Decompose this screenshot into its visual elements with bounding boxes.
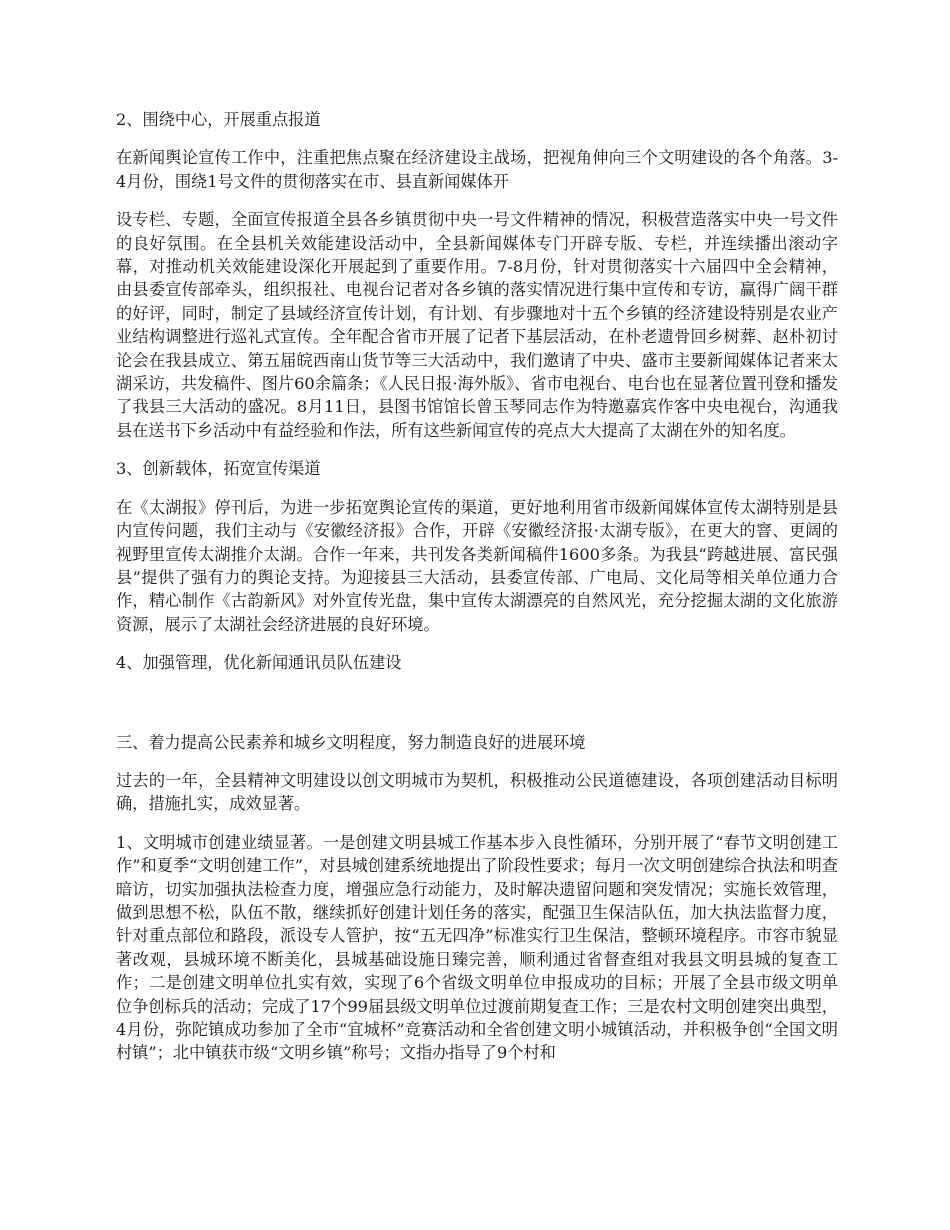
document-page — [116, 108, 838, 1065]
section-heading-3: 3、创新载体，拓宽宣传渠道 — [116, 459, 321, 479]
section-heading-2: 2、围绕中心，开展重点报道 — [116, 110, 321, 129]
chapter-heading-3: 三、着力提高公民素养和城乡文明程度，努力制造良好的进展环境 — [116, 732, 586, 752]
paragraph-focus-reporting-body: 设专栏、专题，全面宣传报道全县各乡镇贯彻中央一号文件精神的情况，积极营造落实中央一号文件的良好氛围。在全县机关效能建设活动中，全县新闻媒体专门开辟专版、专栏，并连续播出滚动字幕，对推动机关效能建设深化开展起到了重要作用。7-8月份，针对贯彻落实十六届四中全会精神，由县委宣传部牵头，组织报社、电视台记者对各乡镇的落实情况进行集中宣传和专访，赢得广阔干群的好评，同时，制定了县域经济宣传计划，有计划、有步骤地对十五个乡镇的经济建设特别是农业产业结构调整进行巡礼式宣传。全年配合省市开展了记者下基层活动，在朴老遗骨回乡树葬、赵朴初讨论会在我县成立、第五届皖西南山货节等三大活动中，我们邀请了中央、盛市主要新闻媒体记者来太湖采访，共发稿件、图片60余篇条；《人民日报·海外版》、省市电视台、电台也在显著位置刊登和播发了我县三大活动的盛况。8月11日，县图书馆馆长曾玉琴同志作为特邀嘉宾作客中央电视台，沟通我县在送书下乡活动中有益经验和作法，所有这些新闻宣传的亮点大大提高了太湖在外的知名度。 — [116, 210, 838, 440]
paragraph-civilization-intro: 过去的一年，全县精神文明建设以创文明城市为契机，积极推动公民道德建设，各项创建活动目标明确，措施扎实，成效显著。 — [116, 770, 838, 814]
paragraph-channels: 在《太湖报》停刊后，为进一步拓宽舆论宣传的渠道，更好地利用省市级新闻媒体宣传太湖特别是县内宣传问题，我们主动与《安徽经济报》合作，开辟《安徽经济报·太湖专版》，在更大的窨、更阔的视野里宣传太湖推介太湖。合作一年来，共刊发各类新闻稿件1600多条。为我县“跨越进展、富民强县”提供了强有力的舆论支持。为迎接县三大活动，县委宣传部、广电局、文化局等相关单位通力合作，精心制作《古韵新风》对外宣传光盘，集中宣传太湖漂亮的自然风光，充分挖掘太湖的文化旅游资源，展示了太湖社会经济进展的良好环境。 — [116, 497, 838, 634]
paragraph-focus-reporting-intro: 在新闻舆论宣传工作中，注重把焦点聚在经济建设主战场，把视角伸向三个文明建设的各个角落。3-4月份，围绕1号文件的贯彻落实在市、县直新闻媒体开 — [116, 148, 838, 191]
section-heading-4: 4、加强管理，优化新闻通讯员队伍建设 — [116, 653, 402, 673]
paragraph-civilization-city: 1、文明城市创建业绩显著。一是创建文明县城工作基本步入良性循环，分别开展了“春节文明创建工作”和夏季“文明创建工作”，对县城创建系统地提出了阶段性要求；每月一次文明创建综合执法和明查暗访，切实加强执法检查力度，增强应急行动能力，及时解决遗留问题和突发情况；实施长效管理，做到思想不松，队伍不散，继续抓好创建计划任务的落实，配强卫生保洁队伍，加大执法监督力度，针对重点部位和路段，派设专人管护，按“五无四净”标准实行卫生保洁，整顿环境程序。市容市貌显著改观，县城环境不断美化，县城基础设施日臻完善，顺利通过省督查组对我县文明县城的复查工作；二是创建文明单位扎实有效，实现了6个省级文明单位申报成功的目标；开展了全县市级文明单位争创标兵的活动；完成了17个99届县级文明单位过渡前期复查工作；三是农村文明创建突出典型，4月份，弥陀镇成功参加了全市“宜城杯”竞赛活动和全省创建文明小城镇活动，并积极争创“全国文明村镇”；北中镇获市级“文明乡镇”称号；文指办指导了9个村和 — [116, 832, 838, 1063]
